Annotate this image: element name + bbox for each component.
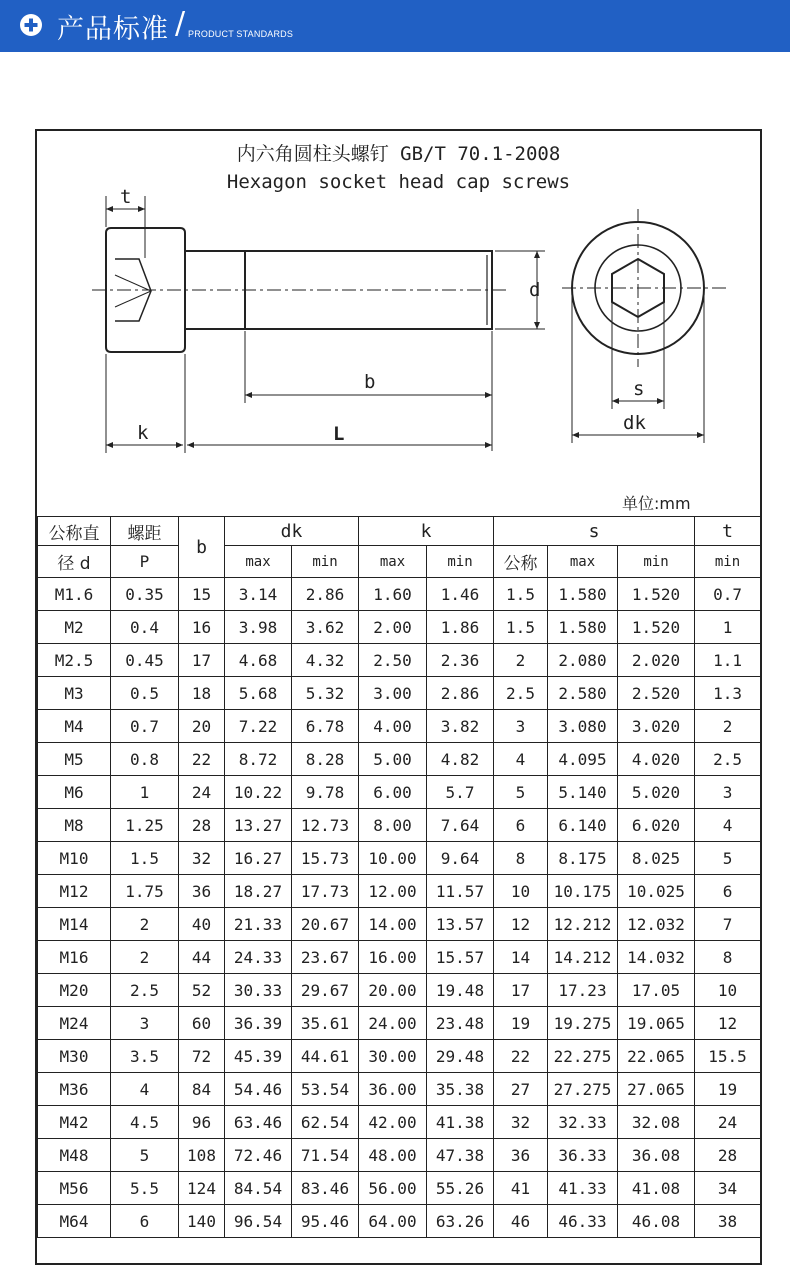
table-cell: 5.020 xyxy=(618,776,695,809)
banner-slash: / xyxy=(175,6,186,41)
table-cell: M48 xyxy=(38,1139,111,1172)
table-cell: 2 xyxy=(695,710,761,743)
table-cell: M1.6 xyxy=(38,578,111,611)
table-cell: 1.60 xyxy=(359,578,427,611)
table-cell: 46 xyxy=(494,1205,548,1238)
table-cell: M5 xyxy=(38,743,111,776)
table-cell: M6 xyxy=(38,776,111,809)
table-cell: 41.08 xyxy=(618,1172,695,1205)
table-cell: 29.67 xyxy=(292,974,359,1007)
table-cell: 3.14 xyxy=(225,578,292,611)
table-cell: 3.020 xyxy=(618,710,695,743)
table-cell: 24 xyxy=(179,776,225,809)
table-cell: 22 xyxy=(179,743,225,776)
table-cell: 35.38 xyxy=(427,1073,494,1106)
header-pitch-line2: P xyxy=(111,546,179,578)
table-cell: 2.580 xyxy=(548,677,618,710)
table-row xyxy=(38,842,761,875)
table-cell: 36.39 xyxy=(225,1007,292,1040)
table-cell: 10.00 xyxy=(359,842,427,875)
table-cell: 4 xyxy=(695,809,761,842)
table-cell: 1.86 xyxy=(427,611,494,644)
table-cell: 3 xyxy=(494,710,548,743)
table-row xyxy=(38,611,761,644)
table-cell: 32 xyxy=(179,842,225,875)
table-cell: 35.61 xyxy=(292,1007,359,1040)
table-cell: 27 xyxy=(494,1073,548,1106)
table-body xyxy=(38,578,761,1238)
table-cell: 28 xyxy=(695,1139,761,1172)
header-s-max: max xyxy=(548,546,618,578)
table-cell: M12 xyxy=(38,875,111,908)
table-cell: 5 xyxy=(695,842,761,875)
table-cell: 1.46 xyxy=(427,578,494,611)
banner-subtitle: PRODUCT STANDARDS xyxy=(188,29,294,39)
table-cell: 2.5 xyxy=(695,743,761,776)
header-banner xyxy=(0,0,790,52)
table-row xyxy=(38,743,761,776)
header-dk-min: min xyxy=(292,546,359,578)
table-cell: 19.48 xyxy=(427,974,494,1007)
table-cell: 3.5 xyxy=(111,1040,179,1073)
table-cell: 0.4 xyxy=(111,611,179,644)
table-cell: 3 xyxy=(695,776,761,809)
table-cell: 2.86 xyxy=(292,578,359,611)
table-cell: 48.00 xyxy=(359,1139,427,1172)
table-cell: 18.27 xyxy=(225,875,292,908)
table-cell: 12.212 xyxy=(548,908,618,941)
table-cell: 46.33 xyxy=(548,1205,618,1238)
table-cell: 2 xyxy=(111,908,179,941)
drawing-title-cn: 内六角圆柱头螺钉 GB/T 70.1-2008 xyxy=(236,143,561,165)
table-cell: 42.00 xyxy=(359,1106,427,1139)
table-cell: 0.5 xyxy=(111,677,179,710)
table-cell: 55.26 xyxy=(427,1172,494,1205)
table-cell: 2.520 xyxy=(618,677,695,710)
table-cell: 40 xyxy=(179,908,225,941)
table-cell: 9.64 xyxy=(427,842,494,875)
table-cell: 8.025 xyxy=(618,842,695,875)
table-cell: 36.08 xyxy=(618,1139,695,1172)
table-cell: 5.5 xyxy=(111,1172,179,1205)
table-cell: 36 xyxy=(494,1139,548,1172)
table-cell: 22 xyxy=(494,1040,548,1073)
label-dk: dk xyxy=(623,412,646,434)
label-k: k xyxy=(137,422,149,444)
table-cell: 44.61 xyxy=(292,1040,359,1073)
table-cell: 2 xyxy=(494,644,548,677)
header-nominal-line2: 径 d xyxy=(38,546,111,578)
table-cell: 17.23 xyxy=(548,974,618,1007)
table-cell: 3.98 xyxy=(225,611,292,644)
table-cell: 18 xyxy=(179,677,225,710)
table-cell: 4.32 xyxy=(292,644,359,677)
table-cell: 4.82 xyxy=(427,743,494,776)
table-cell: 72 xyxy=(179,1040,225,1073)
table-cell: 24.00 xyxy=(359,1007,427,1040)
table-cell: 14 xyxy=(494,941,548,974)
table-row xyxy=(38,776,761,809)
screw-drawing xyxy=(37,131,760,516)
table-cell: 34 xyxy=(695,1172,761,1205)
table-cell: 14.00 xyxy=(359,908,427,941)
table-cell: 38 xyxy=(695,1205,761,1238)
table-cell: 4.00 xyxy=(359,710,427,743)
label-b: b xyxy=(364,371,376,393)
table-cell: 60 xyxy=(179,1007,225,1040)
plus-circle-icon xyxy=(19,13,43,37)
table-cell: 5.7 xyxy=(427,776,494,809)
table-cell: 2.50 xyxy=(359,644,427,677)
table-cell: 2.5 xyxy=(111,974,179,1007)
table-cell: 1.1 xyxy=(695,644,761,677)
table-cell: 23.48 xyxy=(427,1007,494,1040)
table-cell: 3.82 xyxy=(427,710,494,743)
table-cell: 11.57 xyxy=(427,875,494,908)
table-cell: 0.7 xyxy=(695,578,761,611)
table-cell: 0.8 xyxy=(111,743,179,776)
table-cell: 32.08 xyxy=(618,1106,695,1139)
table-cell: 23.67 xyxy=(292,941,359,974)
table-cell: 6 xyxy=(494,809,548,842)
table-cell: 24 xyxy=(695,1106,761,1139)
table-cell: M36 xyxy=(38,1073,111,1106)
banner-title: 产品标准 xyxy=(57,14,169,45)
label-L: L xyxy=(333,423,345,445)
table-cell: 72.46 xyxy=(225,1139,292,1172)
table-cell: 19.065 xyxy=(618,1007,695,1040)
table-cell: 4 xyxy=(494,743,548,776)
table-cell: 6 xyxy=(695,875,761,908)
table-cell: 36 xyxy=(179,875,225,908)
table-row xyxy=(38,578,761,611)
table-cell: M16 xyxy=(38,941,111,974)
table-cell: M64 xyxy=(38,1205,111,1238)
table-cell: 6.020 xyxy=(618,809,695,842)
table-cell: M42 xyxy=(38,1106,111,1139)
table-cell: 3.080 xyxy=(548,710,618,743)
table-cell: 8 xyxy=(695,941,761,974)
label-s: s xyxy=(633,378,645,400)
table-cell: 8.00 xyxy=(359,809,427,842)
table-cell: 10.22 xyxy=(225,776,292,809)
table-cell: 2.00 xyxy=(359,611,427,644)
table-cell: 5.00 xyxy=(359,743,427,776)
table-cell: 10.175 xyxy=(548,875,618,908)
table-cell: 45.39 xyxy=(225,1040,292,1073)
table-cell: 41 xyxy=(494,1172,548,1205)
table-cell: 2.86 xyxy=(427,677,494,710)
table-cell: 0.7 xyxy=(111,710,179,743)
table-cell: M2 xyxy=(38,611,111,644)
table-cell: 2.36 xyxy=(427,644,494,677)
table-cell: 2.020 xyxy=(618,644,695,677)
table-cell: M2.5 xyxy=(38,644,111,677)
table-cell: 13.27 xyxy=(225,809,292,842)
table-cell: 30.33 xyxy=(225,974,292,1007)
table-cell: 1.580 xyxy=(548,611,618,644)
header-k-min: min xyxy=(427,546,494,578)
table-cell: 1 xyxy=(695,611,761,644)
table-cell: 1.25 xyxy=(111,809,179,842)
table-cell: M4 xyxy=(38,710,111,743)
table-cell: 3.00 xyxy=(359,677,427,710)
table-cell: 6 xyxy=(111,1205,179,1238)
table-cell: 3 xyxy=(111,1007,179,1040)
table-cell: 5.32 xyxy=(292,677,359,710)
table-cell: 21.33 xyxy=(225,908,292,941)
header-t-line1: t xyxy=(695,517,761,546)
table-cell: 19.275 xyxy=(548,1007,618,1040)
header-s-nominal: 公称 xyxy=(494,546,548,578)
table-cell: 41.33 xyxy=(548,1172,618,1205)
label-d: d xyxy=(529,279,541,301)
table-cell: 9.78 xyxy=(292,776,359,809)
table-cell: 96.54 xyxy=(225,1205,292,1238)
table-cell: M14 xyxy=(38,908,111,941)
table-cell: 4 xyxy=(111,1073,179,1106)
table-cell: 17 xyxy=(494,974,548,1007)
header-dk-max: max xyxy=(225,546,292,578)
table-cell: 62.54 xyxy=(292,1106,359,1139)
table-cell: 6.140 xyxy=(548,809,618,842)
table-cell: 46.08 xyxy=(618,1205,695,1238)
table-cell: 10 xyxy=(695,974,761,1007)
table-row xyxy=(38,1106,761,1139)
table-cell: 7 xyxy=(695,908,761,941)
table-row xyxy=(38,974,761,1007)
drawing-title-en: Hexagon socket head cap screws xyxy=(226,171,571,193)
table-cell: 71.54 xyxy=(292,1139,359,1172)
table-cell: 108 xyxy=(179,1139,225,1172)
table-cell: 47.38 xyxy=(427,1139,494,1172)
table-cell: 1 xyxy=(111,776,179,809)
table-cell: 12.00 xyxy=(359,875,427,908)
table-cell: 16.27 xyxy=(225,842,292,875)
table-row xyxy=(38,1040,761,1073)
header-b: b xyxy=(179,517,225,578)
table-row xyxy=(38,1205,761,1238)
table-cell: 20.00 xyxy=(359,974,427,1007)
table-cell: 7.22 xyxy=(225,710,292,743)
table-cell: M20 xyxy=(38,974,111,1007)
table-cell: 12.73 xyxy=(292,809,359,842)
table-row xyxy=(38,1172,761,1205)
table-cell: 15.5 xyxy=(695,1040,761,1073)
table-cell: 12.032 xyxy=(618,908,695,941)
label-t: t xyxy=(120,186,132,208)
table-cell: 19 xyxy=(494,1007,548,1040)
table-cell: 4.095 xyxy=(548,743,618,776)
table-cell: 96 xyxy=(179,1106,225,1139)
table-cell: 63.46 xyxy=(225,1106,292,1139)
table-row xyxy=(38,644,761,677)
table-cell: 83.46 xyxy=(292,1172,359,1205)
table-cell: 8.175 xyxy=(548,842,618,875)
table-cell: 28 xyxy=(179,809,225,842)
table-cell: 17.05 xyxy=(618,974,695,1007)
table-cell: 2.5 xyxy=(494,677,548,710)
table-row xyxy=(38,1073,761,1106)
table-cell: 36.33 xyxy=(548,1139,618,1172)
table-cell: 44 xyxy=(179,941,225,974)
table-cell: 1.5 xyxy=(494,611,548,644)
table-cell: 12 xyxy=(494,908,548,941)
table-cell: 124 xyxy=(179,1172,225,1205)
table-cell: M8 xyxy=(38,809,111,842)
table-cell: 13.57 xyxy=(427,908,494,941)
table-cell: 36.00 xyxy=(359,1073,427,1106)
table-cell: 1.5 xyxy=(494,578,548,611)
table-cell: 7.64 xyxy=(427,809,494,842)
table-cell: 64.00 xyxy=(359,1205,427,1238)
table-cell: M3 xyxy=(38,677,111,710)
spec-table xyxy=(37,516,761,1238)
table-cell: 1.520 xyxy=(618,611,695,644)
table-cell: M10 xyxy=(38,842,111,875)
table-cell: 53.54 xyxy=(292,1073,359,1106)
table-cell: 16 xyxy=(179,611,225,644)
table-cell: 8.72 xyxy=(225,743,292,776)
table-cell: 5.68 xyxy=(225,677,292,710)
table-cell: 15.73 xyxy=(292,842,359,875)
table-cell: 16.00 xyxy=(359,941,427,974)
table-cell: 0.45 xyxy=(111,644,179,677)
table-row xyxy=(38,677,761,710)
table-cell: M56 xyxy=(38,1172,111,1205)
table-cell: 8 xyxy=(494,842,548,875)
table-cell: 8.28 xyxy=(292,743,359,776)
table-cell: 6.00 xyxy=(359,776,427,809)
table-cell: 20 xyxy=(179,710,225,743)
table-row xyxy=(38,875,761,908)
table-cell: 12 xyxy=(695,1007,761,1040)
table-cell: 10.025 xyxy=(618,875,695,908)
table-cell: 27.275 xyxy=(548,1073,618,1106)
spec-frame xyxy=(35,129,762,1265)
header-s: s xyxy=(494,517,695,546)
table-cell: 1.75 xyxy=(111,875,179,908)
table-cell: 2 xyxy=(111,941,179,974)
table-cell: 3.62 xyxy=(292,611,359,644)
table-row xyxy=(38,941,761,974)
table-cell: M30 xyxy=(38,1040,111,1073)
table-cell: 14.212 xyxy=(548,941,618,974)
table-cell: 95.46 xyxy=(292,1205,359,1238)
table-cell: 22.065 xyxy=(618,1040,695,1073)
table-row xyxy=(38,908,761,941)
header-dk: dk xyxy=(225,517,359,546)
table-cell: 54.46 xyxy=(225,1073,292,1106)
table-cell: 41.38 xyxy=(427,1106,494,1139)
table-cell: 17 xyxy=(179,644,225,677)
table-cell: 27.065 xyxy=(618,1073,695,1106)
table-cell: 1.3 xyxy=(695,677,761,710)
table-cell: M24 xyxy=(38,1007,111,1040)
table-cell: 22.275 xyxy=(548,1040,618,1073)
header-k: k xyxy=(359,517,494,546)
table-cell: 15 xyxy=(179,578,225,611)
header-t-line2: min xyxy=(695,546,761,578)
table-cell: 19 xyxy=(695,1073,761,1106)
table-cell: 4.68 xyxy=(225,644,292,677)
table-cell: 15.57 xyxy=(427,941,494,974)
table-cell: 84.54 xyxy=(225,1172,292,1205)
table-cell: 24.33 xyxy=(225,941,292,974)
table-header-row xyxy=(38,517,761,546)
table-cell: 2.080 xyxy=(548,644,618,677)
table-subheader-row xyxy=(38,546,761,578)
table-cell: 1.580 xyxy=(548,578,618,611)
table-cell: 5 xyxy=(494,776,548,809)
table-cell: 20.67 xyxy=(292,908,359,941)
table-cell: 5 xyxy=(111,1139,179,1172)
table-cell: 52 xyxy=(179,974,225,1007)
unit-label: 单位:mm xyxy=(622,494,691,513)
table-cell: 56.00 xyxy=(359,1172,427,1205)
table-cell: 4.5 xyxy=(111,1106,179,1139)
table-cell: 4.020 xyxy=(618,743,695,776)
header-pitch-line1: 螺距 xyxy=(111,517,179,546)
table-cell: 5.140 xyxy=(548,776,618,809)
table-row xyxy=(38,1139,761,1172)
table-row xyxy=(38,809,761,842)
table-cell: 30.00 xyxy=(359,1040,427,1073)
table-cell: 0.35 xyxy=(111,578,179,611)
table-cell: 1.520 xyxy=(618,578,695,611)
table-row xyxy=(38,1007,761,1040)
header-k-max: max xyxy=(359,546,427,578)
header-s-min: min xyxy=(618,546,695,578)
table-cell: 32.33 xyxy=(548,1106,618,1139)
table-cell: 6.78 xyxy=(292,710,359,743)
table-cell: 32 xyxy=(494,1106,548,1139)
table-cell: 17.73 xyxy=(292,875,359,908)
table-row xyxy=(38,710,761,743)
table-cell: 63.26 xyxy=(427,1205,494,1238)
header-nominal-line1: 公称直 xyxy=(38,517,111,546)
table-cell: 10 xyxy=(494,875,548,908)
table-cell: 1.5 xyxy=(111,842,179,875)
table-cell: 14.032 xyxy=(618,941,695,974)
table-cell: 84 xyxy=(179,1073,225,1106)
table-cell: 29.48 xyxy=(427,1040,494,1073)
table-cell: 140 xyxy=(179,1205,225,1238)
